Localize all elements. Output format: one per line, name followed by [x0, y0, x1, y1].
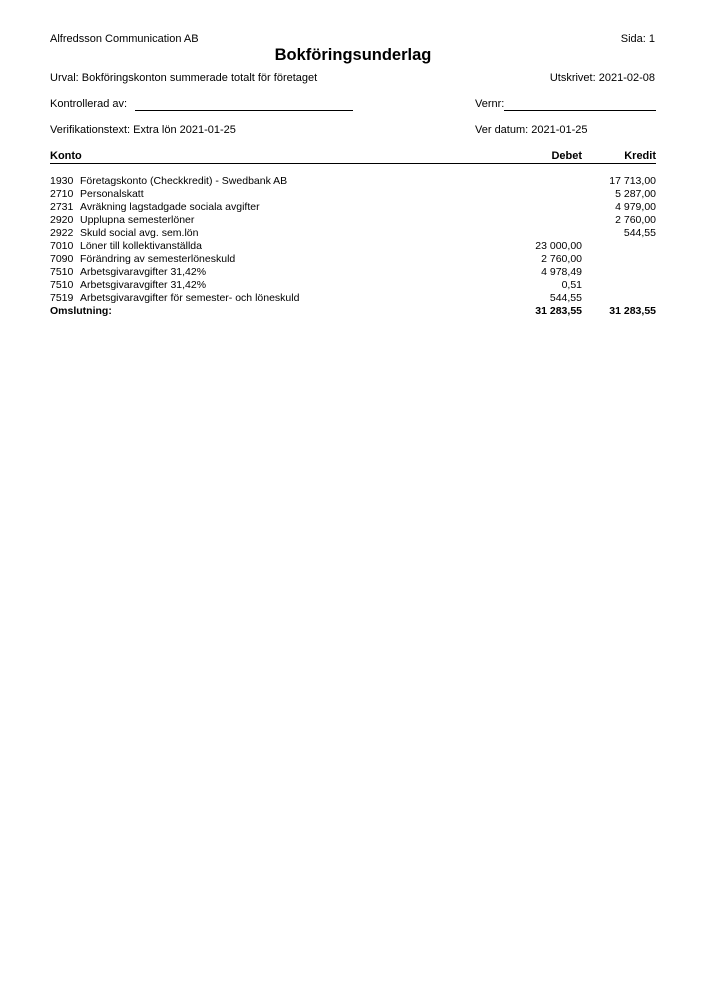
- total-label: Omslutning:: [50, 305, 112, 317]
- table-row: [50, 279, 656, 292]
- account-number: 1930: [50, 175, 74, 187]
- account-number: 2731: [50, 201, 74, 213]
- account-name: Arbetsgivaravgifter 31,42%: [80, 279, 207, 291]
- table-header: [50, 150, 656, 163]
- account-number: 2920: [50, 214, 74, 226]
- account-name: Arbetsgivaravgifter 31,42%: [80, 266, 207, 278]
- printed-info: [550, 72, 655, 84]
- debet-value: 0,51: [561, 279, 582, 291]
- debet-value: 4 978,49: [541, 266, 582, 278]
- account-name: Löner till kollektivanställda: [80, 240, 202, 252]
- account-name: Företagskonto (Checkkredit) - Swedbank AB: [80, 175, 288, 187]
- total-debet: 31 283,55: [535, 305, 582, 317]
- table-row: [50, 266, 656, 279]
- table-row: [50, 214, 656, 227]
- checked-by-signature-line: [135, 110, 353, 111]
- total-row: [50, 305, 656, 318]
- vernr-line: [504, 110, 656, 111]
- kredit-value: 17 713,00: [609, 175, 656, 187]
- total-kredit: 31 283,55: [609, 305, 656, 317]
- account-name: Personalskatt: [80, 188, 144, 200]
- table-row: [50, 188, 656, 201]
- account-name: Avräkning lagstadgade sociala avgifter: [80, 201, 260, 213]
- debet-value: 23 000,00: [535, 240, 582, 252]
- verification-text: Verifikationstext: Extra lön 2021-01-25: [50, 124, 236, 136]
- page-label: Sida:: [620, 33, 646, 45]
- header-rule: [50, 163, 656, 164]
- kredit-value: 5 287,00: [615, 188, 656, 200]
- account-number: 7010: [50, 240, 74, 252]
- ver-date-label: Ver datum:: [475, 124, 529, 136]
- account-number: 2710: [50, 188, 74, 200]
- column-header-debet: Debet: [551, 150, 582, 162]
- table-row: [50, 201, 656, 214]
- company-name: Alfredsson Communication AB: [50, 33, 199, 45]
- account-name: Arbetsgivaravgifter för semester- och löneskuld: [80, 292, 300, 304]
- account-name: Upplupna semesterlöner: [80, 214, 195, 226]
- debet-value: 544,55: [549, 292, 582, 304]
- kredit-value: 2 760,00: [615, 214, 656, 226]
- kredit-value: 544,55: [623, 227, 656, 239]
- ver-date-info: [475, 124, 588, 136]
- page-number: 1: [648, 33, 655, 45]
- printed-date: 2021-02-08: [598, 72, 655, 84]
- page-indicator: [621, 33, 655, 45]
- account-number: 7090: [50, 253, 74, 265]
- table-row: [50, 175, 656, 188]
- account-number: 2922: [50, 227, 74, 239]
- account-name: Förändring av semesterlöneskuld: [80, 253, 236, 265]
- column-header-kredit: Kredit: [624, 150, 656, 162]
- table-row: [50, 227, 656, 240]
- account-name: Skuld social avg. sem.lön: [80, 227, 199, 239]
- checked-by-label: Kontrollerad av:: [50, 98, 128, 110]
- vernr-label: Vernr:: [475, 98, 505, 110]
- kredit-value: 4 979,00: [615, 201, 656, 213]
- account-number: 7510: [50, 279, 74, 291]
- document-title: Bokföringsunderlag: [274, 46, 432, 64]
- printed-label: Utskrivet:: [549, 72, 596, 84]
- table-row: [50, 292, 656, 305]
- ver-date: 2021-01-25: [531, 124, 588, 136]
- account-number: 7519: [50, 292, 74, 304]
- account-number: 7510: [50, 266, 74, 278]
- table-row: [50, 253, 656, 266]
- debet-value: 2 760,00: [541, 253, 582, 265]
- selection-text: Urval: Bokföringskonton summerade totalt för företaget: [50, 72, 318, 84]
- table-row: [50, 240, 656, 253]
- column-header-konto: Konto: [50, 150, 82, 162]
